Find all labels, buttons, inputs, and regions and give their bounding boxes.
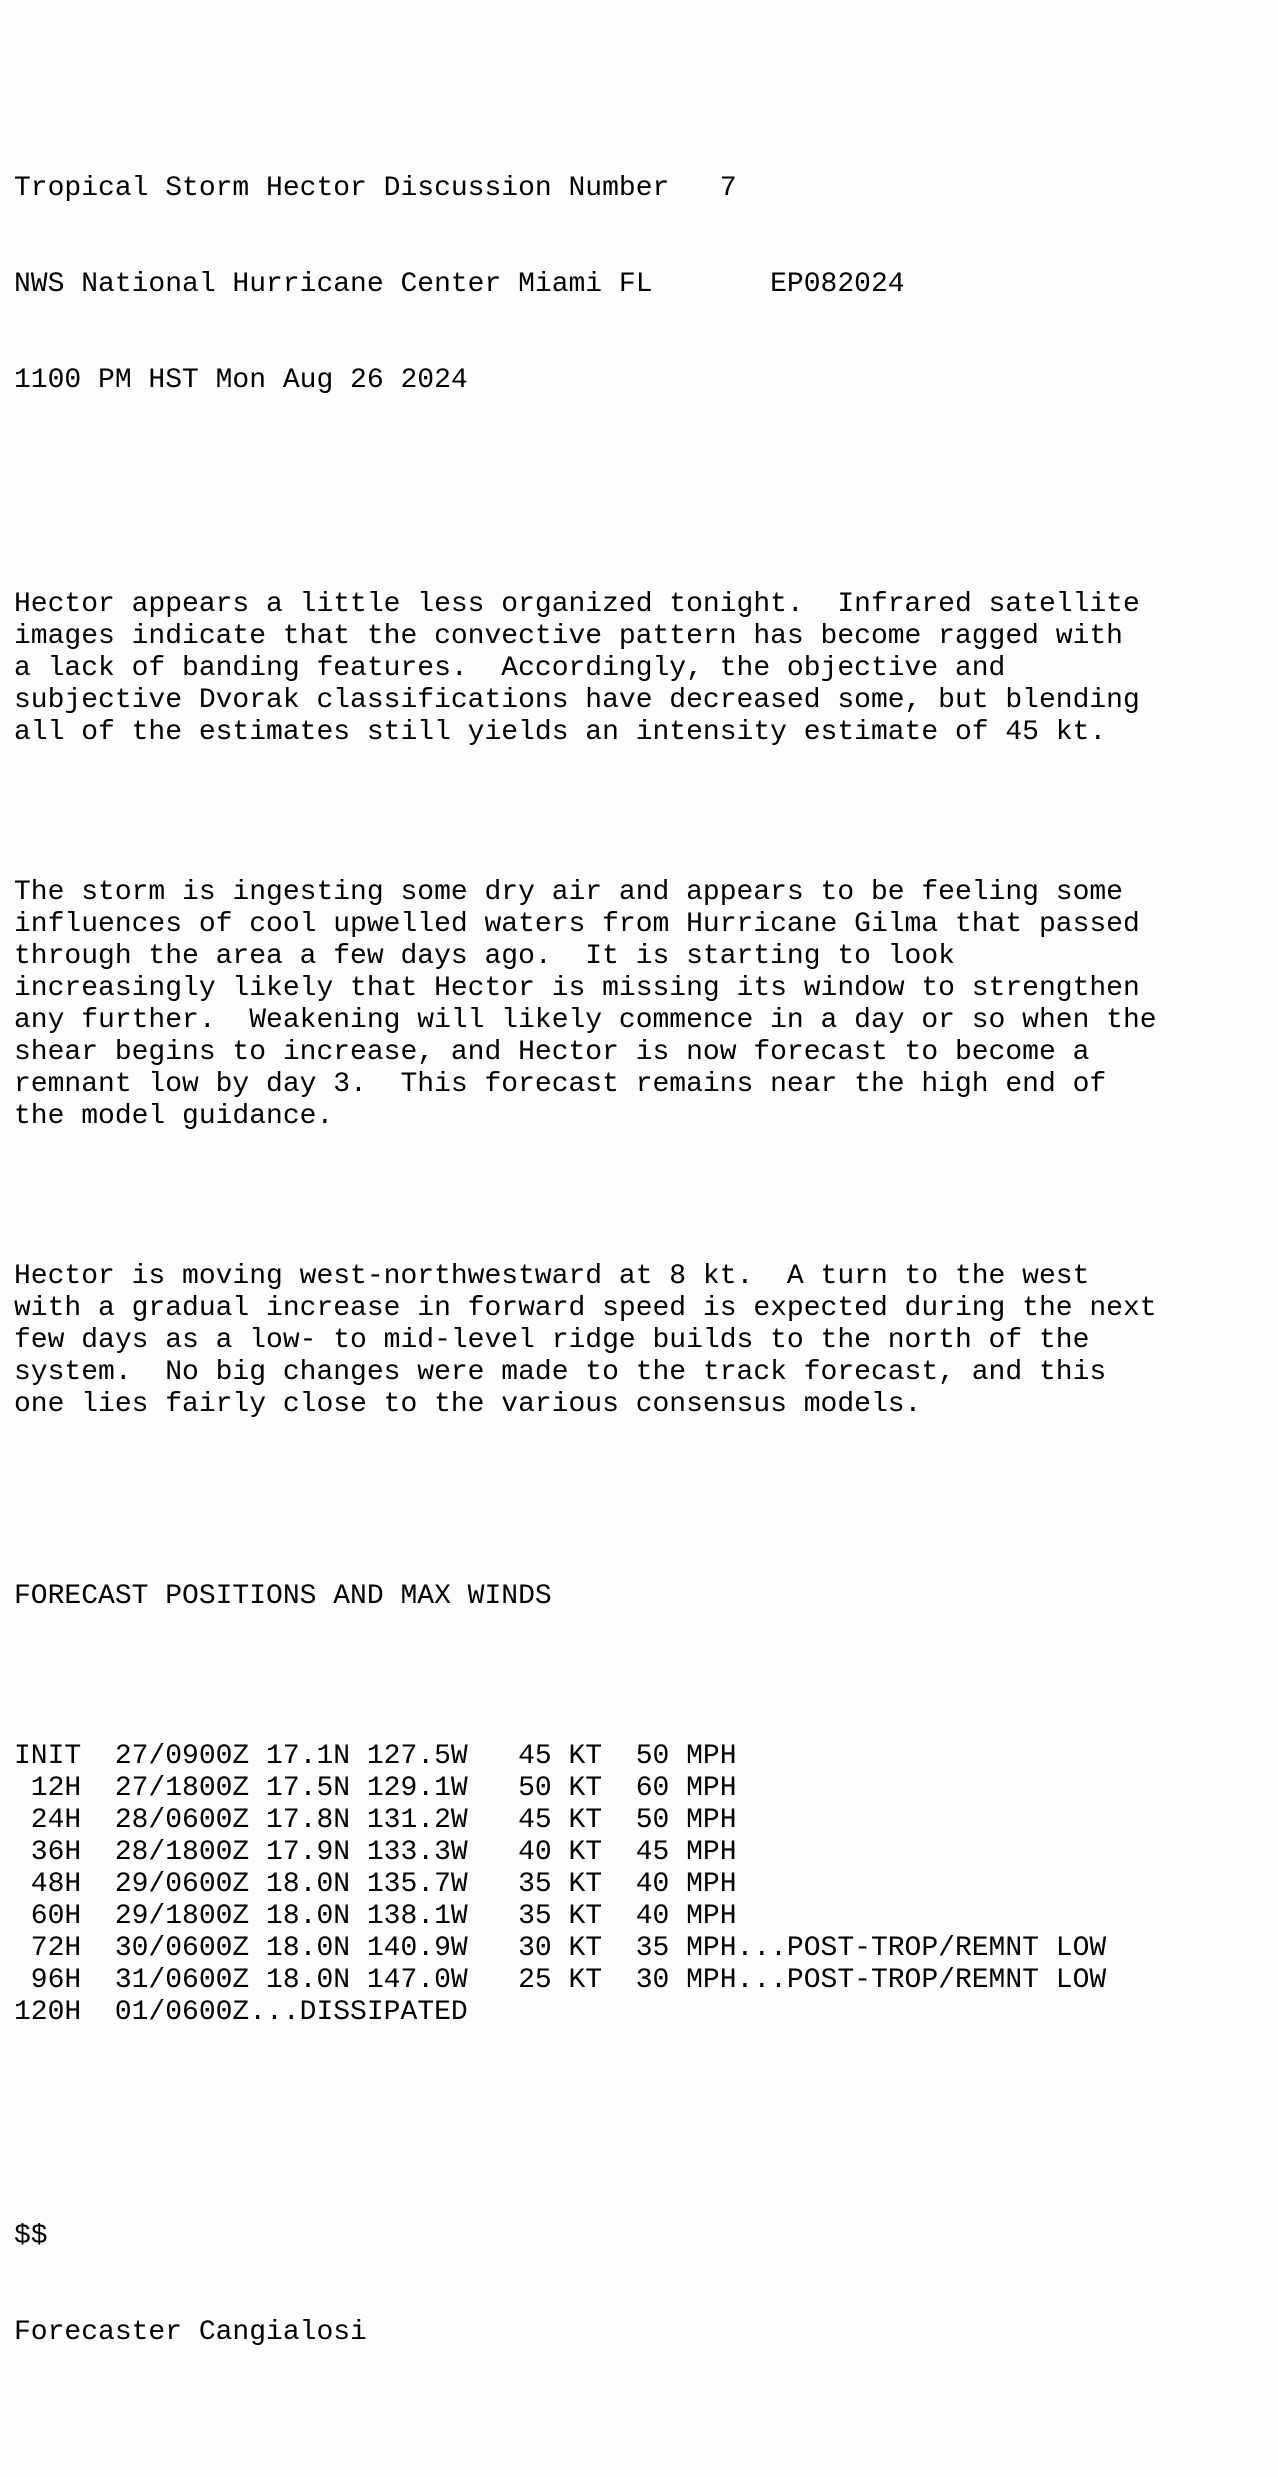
issuing-office-line: NWS National Hurricane Center Miami FL EP082024: [14, 269, 905, 300]
text-line: Hector appears a little less organized tonight. Infrared satellite: [14, 589, 1140, 620]
text-line: 72H 30/0600Z 18.0N 140.9W 30 KT 35 MPH...POST-TROP/REMNT LOW: [14, 1933, 1107, 1964]
text-line: through the area a few days ago. It is starting to look: [14, 941, 955, 972]
end-delimiter: $$: [14, 2221, 48, 2252]
text-line: 96H 31/0600Z 18.0N 147.0W 25 KT 30 MPH...POST-TROP/REMNT LOW: [14, 1965, 1107, 1996]
text-line: subjective Dvorak classifications have decreased some, but blending: [14, 685, 1140, 716]
text-line: INIT 27/0900Z 17.1N 127.5W 45 KT 50 MPH: [14, 1741, 737, 1772]
text-line: 24H 28/0600Z 17.8N 131.2W 45 KT 50 MPH: [14, 1805, 737, 1836]
header-block: [14, 109, 1278, 461]
text-line: 36H 28/1800Z 17.9N 133.3W 40 KT 45 MPH: [14, 1837, 737, 1868]
text-line: all of the estimates still yields an intensity estimate of 45 kt.: [14, 717, 1107, 748]
text-line: Hector is moving west-northwestward at 8 kt. A turn to the west: [14, 1261, 1090, 1292]
issue-time-line: 1100 PM HST Mon Aug 26 2024: [14, 365, 468, 396]
text-line: 48H 29/0600Z 18.0N 135.7W 35 KT 40 MPH: [14, 1869, 737, 1900]
footer-block: [14, 2157, 1278, 2413]
text-line: any further. Weakening will likely commence in a day or so when the: [14, 1005, 1157, 1036]
text-line: images indicate that the convective pattern has become ragged with: [14, 621, 1123, 652]
paragraph-satellite-structure: [14, 589, 1278, 749]
text-line: shear begins to increase, and Hector is now forecast to become a: [14, 1037, 1090, 1068]
paragraph-intensity-outlook: [14, 877, 1278, 1133]
text-line: few days as a low- to mid-level ridge builds to the north of the: [14, 1325, 1090, 1356]
text-line: one lies fairly close to the various consensus models.: [14, 1389, 922, 1420]
text-line: system. No big changes were made to the track forecast, and this: [14, 1357, 1107, 1388]
product-title-line: Tropical Storm Hector Discussion Number 7: [14, 173, 737, 204]
text-line: 60H 29/1800Z 18.0N 138.1W 35 KT 40 MPH: [14, 1901, 737, 1932]
forecaster-signature: Forecaster Cangialosi: [14, 2317, 367, 2348]
text-line: increasingly likely that Hector is missing its window to strengthen: [14, 973, 1140, 1004]
text-line: 12H 27/1800Z 17.5N 129.1W 50 KT 60 MPH: [14, 1773, 737, 1804]
forecast-positions-table: [14, 1741, 1278, 2029]
text-line: a lack of banding features. Accordingly, the objective and: [14, 653, 1006, 684]
text-line: influences of cool upwelled waters from Hurricane Gilma that passed: [14, 909, 1140, 940]
text-line: the model guidance.: [14, 1101, 334, 1132]
forecast-section-heading: FORECAST POSITIONS AND MAX WINDS: [14, 1581, 552, 1612]
paragraph-track-forecast: [14, 1261, 1278, 1421]
text-line: The storm is ingesting some dry air and appears to be feeling some: [14, 877, 1123, 908]
text-line: 120H 01/0600Z...DISSIPATED: [14, 1997, 468, 2028]
text-line: with a gradual increase in forward speed is expected during the next: [14, 1293, 1157, 1324]
text-line: remnant low by day 3. This forecast remains near the high end of: [14, 1069, 1107, 1100]
